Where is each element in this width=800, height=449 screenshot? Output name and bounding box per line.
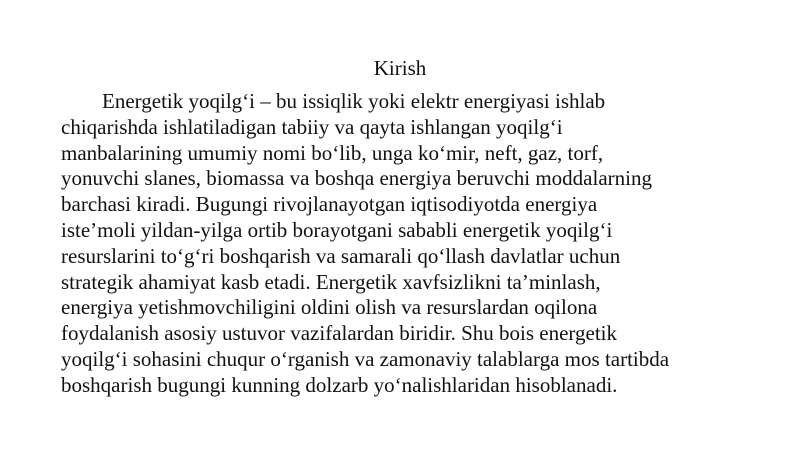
paragraph-line: foydalanish asosiy ustuvor vazifalardan biridir. Shu bois energetik xyxy=(61,321,617,346)
paragraph-line: strategik ahamiyat kasb etadi. Energetik xavfsizlikni ta’minlash, xyxy=(61,269,601,294)
body-paragraph xyxy=(61,89,741,399)
paragraph-line: yonuvchi slanes, biomassa va boshqa energiya beruvchi moddalarning xyxy=(61,166,652,191)
paragraph-line: Energetik yoqilg‘i – bu issiqlik yoki elektr energiyasi ishlab xyxy=(102,89,606,113)
paragraph-line: yoqilg‘i sohasini chuqur o‘rganish va zamonaviy talablarga mos tartibda xyxy=(61,346,670,371)
paragraph-line: chiqarishda ishlatiladigan tabiiy va qayta ishlangan yoqilg‘i xyxy=(61,114,563,139)
paragraph-line: iste’moli yildan-yilga ortib borayotgani sababli energetik yoqilg‘i xyxy=(61,217,613,242)
paragraph-line: boshqarish bugungi kunning dolzarb yo‘nalishlaridan hisoblanadi. xyxy=(61,372,618,397)
paragraph-line: energiya yetishmovchiligini oldini olish va resurslardan oqilona xyxy=(61,295,598,320)
paragraph-line: resurslarini to‘g‘ri boshqarish va samarali qo‘llash davlatlar uchun xyxy=(61,243,621,268)
paragraph-line: barchasi kiradi. Bugungi rivojlanayotgan iqtisodiyotda energiya xyxy=(61,192,598,217)
paragraph-line: manbalarining umumiy nomi bo‘lib, unga ko‘mir, neft, gaz, torf, xyxy=(61,140,604,165)
section-title: Kirish xyxy=(373,56,427,80)
